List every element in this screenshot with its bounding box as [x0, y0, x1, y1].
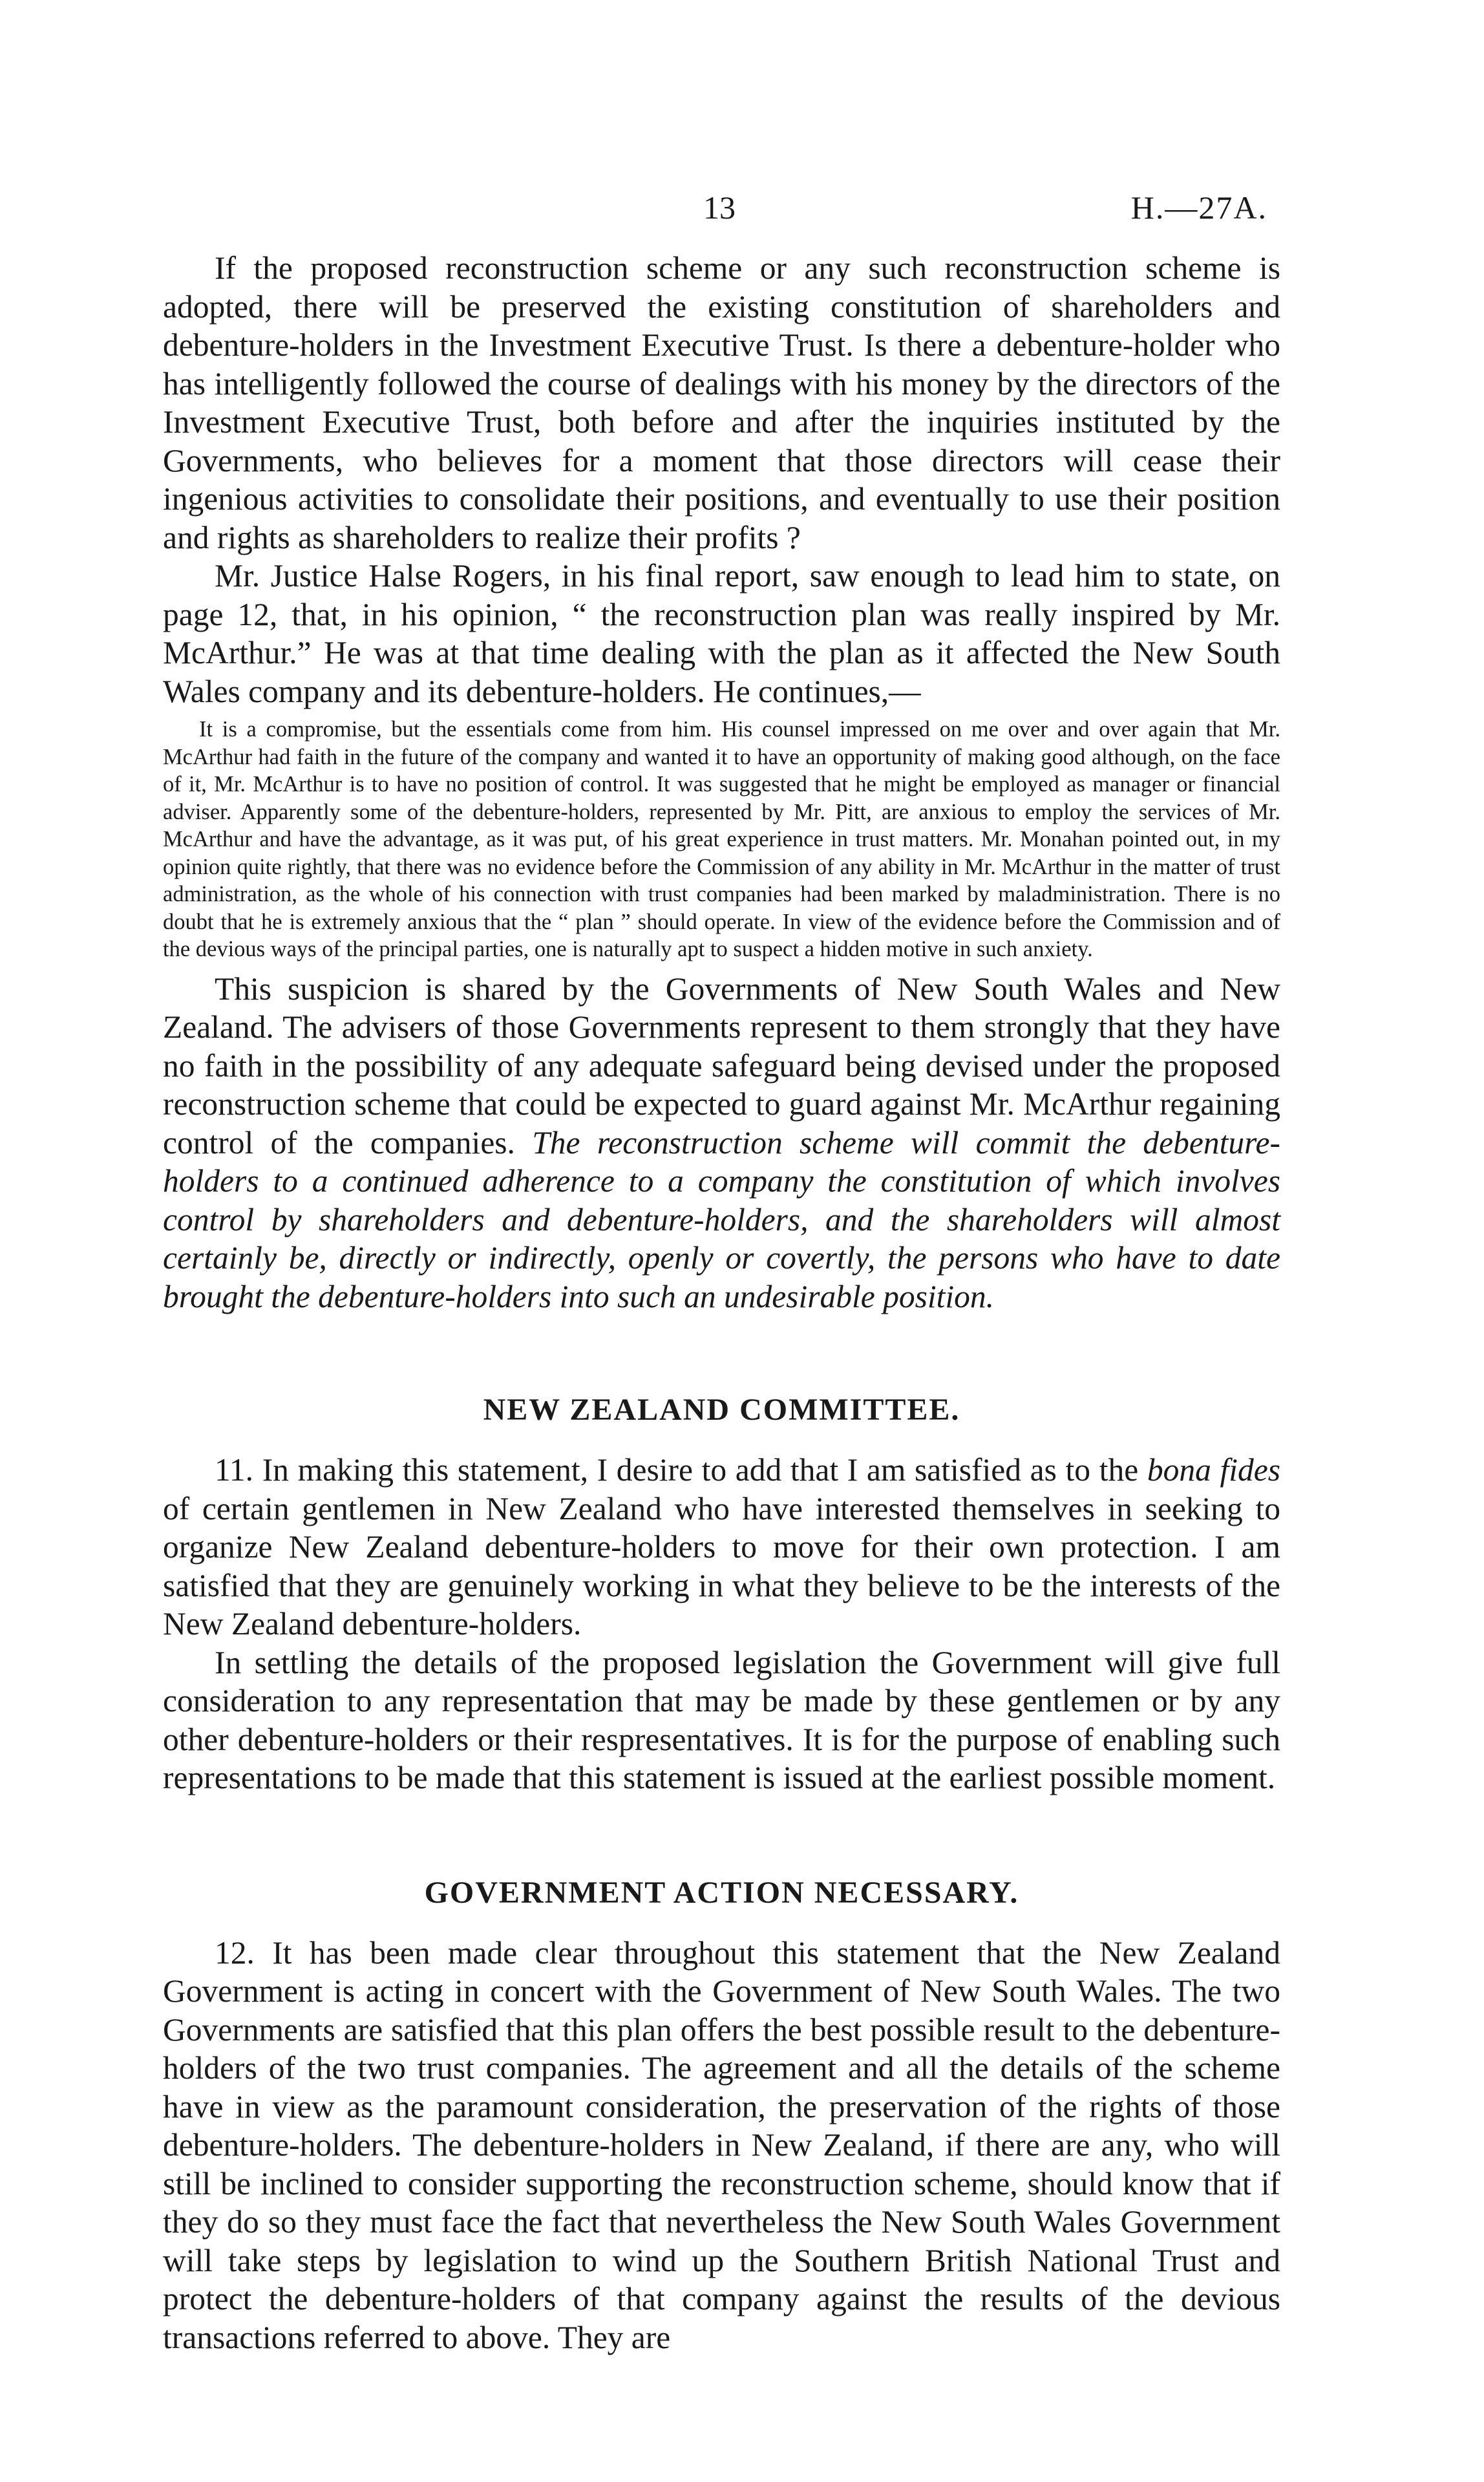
block-quote-report: It is a compromise, but the essentials come from him. His counsel impressed on me over and over again that Mr. McArthur had faith in the future of the company and wanted it to have an opportunity of making good although, on the face of it, Mr. McArthur is to have no position of control. It was suggested that he might be employed as manager or financial adviser. Apparently some of the debenture-holders, represented by Mr. Pitt, are anxious to employ the services of Mr. McArthur and have the advantage, as it was put, of his great experience in trust matters. Mr. Monahan pointed out, in my opinion quite rightly, that there was no evidence before the Commission of any ability in Mr. McArthur in the matter of trust administration, as the whole of his connection with trust companies had been marked by maladministration. There is no doubt that he is extremely anxious that the “ plan ” should operate. In view of the evidence before the Commission and of the devious ways of the principal parties, one is naturally apt to suspect a hidden motive in such anxiety. [163, 717, 1280, 961]
paragraph-legislation-details: In settling the details of the proposed legislation the Government will give full consideration to any representation that may be made by these gentlemen or by any other debenture-holders or their respresentatives. It is for the purpose of enabling such representations to be made that this statement is issued at the earliest possible moment. [163, 1644, 1280, 1795]
paragraph-11-start: 11. In making this statement, I desire to add that I am satisfied as to the [215, 1452, 1147, 1488]
document-reference: H.—27A. [1130, 189, 1267, 226]
paragraph-halse-rogers: Mr. Justice Halse Rogers, in his final report, saw enough to lead him to state, on page 12, that, in his opinion, “ the reconstruction plan was really inspired by Mr. McArthur.” He was at that time dealing with the plan as it affected the New South Wales company and its debenture-holders. He continues,— [163, 558, 1280, 709]
page-number: 13 [703, 189, 736, 226]
suspicion-text: This suspicion is shared by the Governments of New South Wales and New Zealand. The advisers of those Governments represent to them strongly that they have no faith in the possibility of any adequate safeguard being devised under the proposed reconstruction scheme that could be expected to guard against Mr. McArthur regaining control of the companies. [163, 970, 1280, 1161]
section-heading-nz-committee: NEW ZEALAND COMMITTEE. [483, 1393, 960, 1427]
paragraph-11-italic: bona fides [1147, 1452, 1280, 1488]
section-heading-government-action: GOVERNMENT ACTION NECESSARY. [424, 1875, 1019, 1910]
paragraph-suspicion [163, 970, 1280, 1316]
paragraph-reconstruction-question: If the proposed reconstruction scheme or any such reconstruction scheme is adopted, there will be preserved the existing constitution of shareholders and debenture-holders in the Investment Executive Trust. Is there a debenture-holder who has intelligently followed the course of dealings with his money by the directors of the Investment Executive Trust, both before and after the inquiries instituted by the Governments, who believes for a moment that those directors will cease their ingenious activities to consolidate their positions, and eventually to use their position and rights as shareholders to realize their profits ? [163, 250, 1280, 555]
page-body [163, 249, 1280, 2357]
paragraph-12: 12. It has been made clear throughout this statement that the New Zealand Government is acting in concert with the Government of New South Wales. The two Governments are satisfied that this plan offers the best possible result to the debenture-holders of the two trust companies. The agreement and all the details of the scheme have in view as the paramount consideration, the preservation of the rights of those debenture-holders. The debenture-holders in New Zealand, if there are any, who will still be inclined to consider supporting the reconstruction scheme, should know that if they do so they must face the fact that nevertheless the New South Wales Government will take steps by legislation to wind up the Southern British National Trust and protect the debenture-holders of that company against the results of the devious transactions referred to above. They are [163, 1934, 1280, 2355]
page-header [0, 189, 1484, 228]
suspicion-italic-text: The reconstruction scheme will commit the debenture-holders to a continued adherence to a company the constitution of which involves control by shareholders and debenture-holders, and the shareholders will almost certainly be, directly or indirectly, openly or covertly, the persons who have to date brought the debenture-holders into such an undesirable position. [163, 1124, 1280, 1314]
paragraph-11 [163, 1451, 1280, 1643]
paragraph-11-end: of certain gentlemen in New Zealand who have interested themselves in seeking to organize New Zealand debenture-holders to move for their own protection. I am satisfied that they are genuinely working in what they believe to be the interests of the New Zealand debenture-holders. [163, 1490, 1280, 1642]
